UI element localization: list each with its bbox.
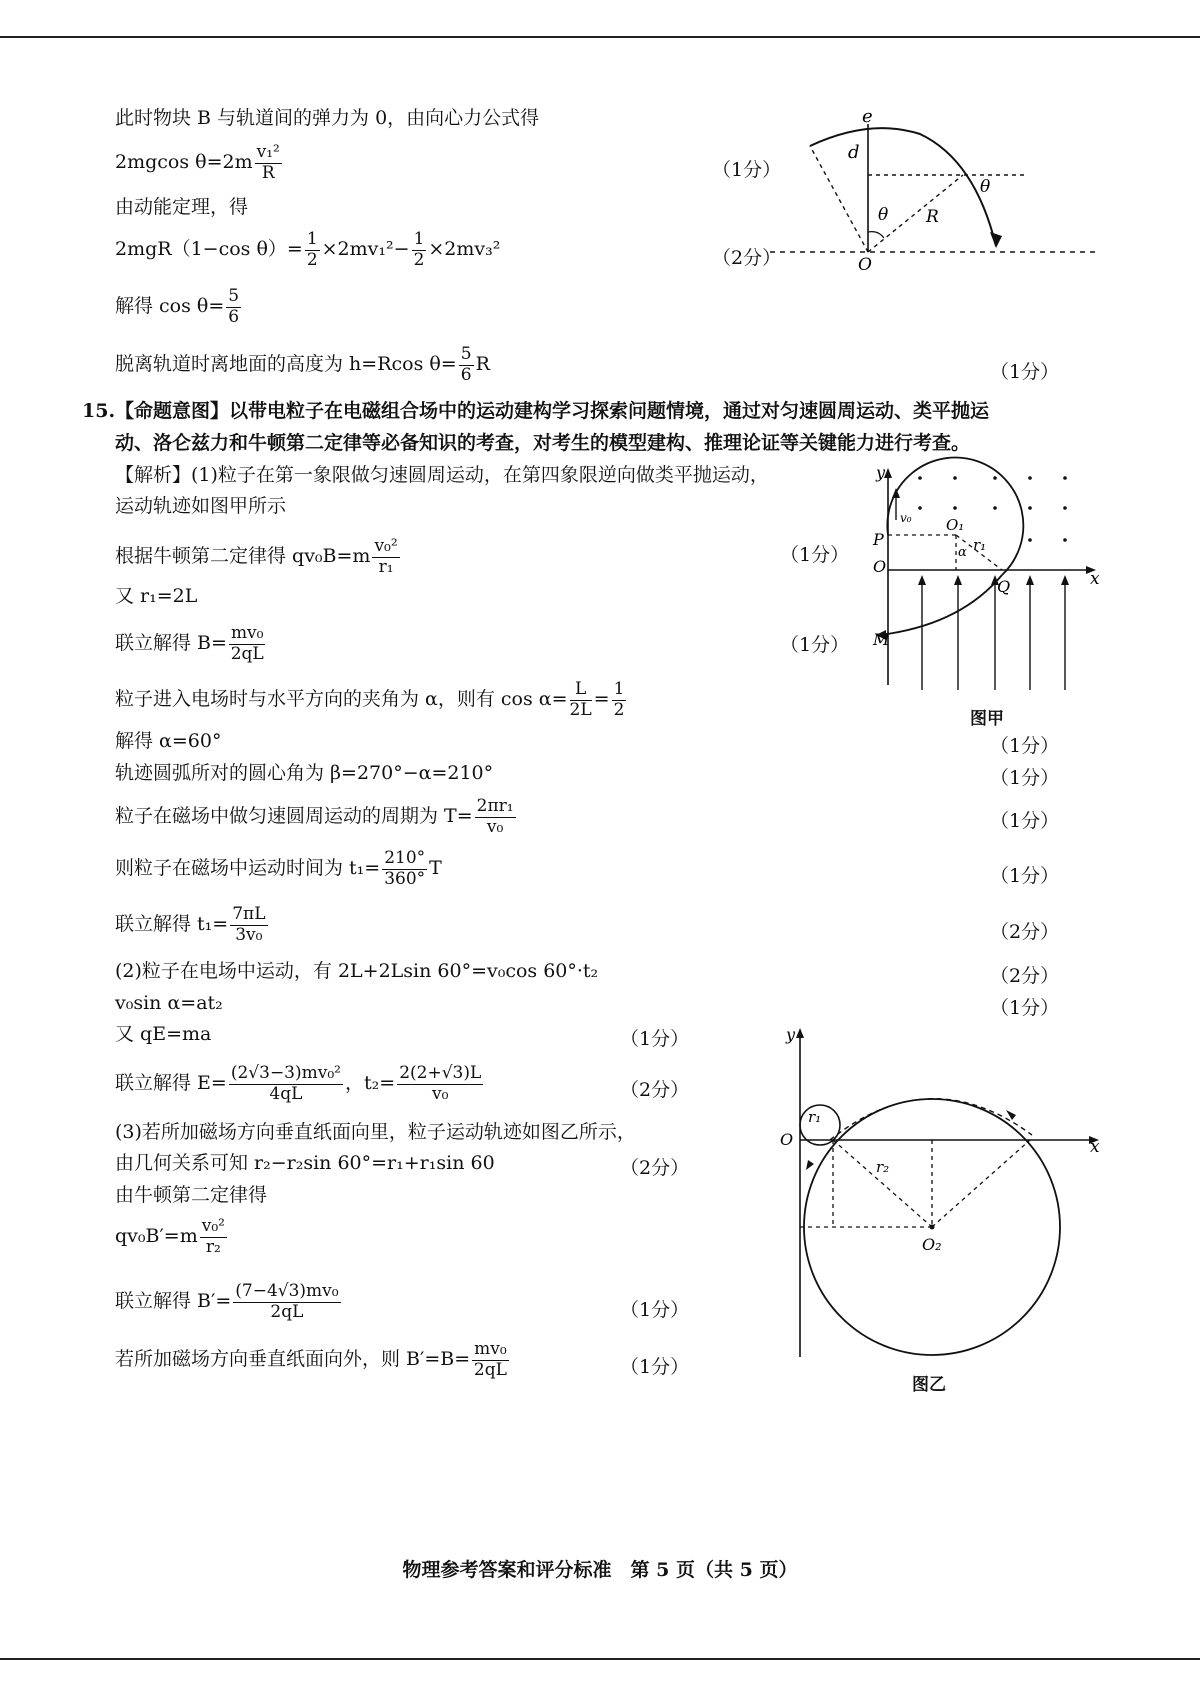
fig14-label-O: O bbox=[858, 255, 872, 275]
q14-line2: 由动能定理，得 bbox=[115, 196, 249, 218]
frac-numerator: mv₀ bbox=[474, 1339, 507, 1359]
q14-eq4-score: （1分） bbox=[990, 361, 1060, 383]
q15-intent-line1: 15.【命题意图】以带电粒子在电磁组合场中的运动建构学习探索问题情境，通过对匀速圆周运动、类平抛运 bbox=[82, 400, 990, 422]
q15-eqE: 解得 α=60° bbox=[115, 730, 222, 752]
page-footer: 物理参考答案和评分标准 第 5 页（共 5 页） bbox=[402, 1559, 798, 1581]
q15-eqE-score: （1分） bbox=[990, 735, 1060, 757]
q15-eqQ-left: 联立解得 B′= bbox=[115, 1290, 232, 1313]
frac-denominator: 2 bbox=[413, 249, 425, 270]
frac-numerator: 5 bbox=[460, 344, 472, 364]
q15-eqF-score: （1分） bbox=[990, 767, 1060, 789]
q15-eqC-score: （1分） bbox=[780, 634, 850, 656]
frac-numerator: 1 bbox=[413, 229, 425, 249]
q15-intent-line2: 动、洛仑兹力和牛顿第二定律等必备知识的考查，对考生的模型建构、推理论证等关键能力进行考查。 bbox=[115, 432, 971, 454]
q14-eq4-left: 脱离轨道时离地面的高度为 h=Rcos θ= bbox=[115, 353, 457, 376]
frac-numerator: v₀² bbox=[374, 536, 398, 556]
q14-eq2-d: ×2mv₁²− bbox=[321, 238, 410, 261]
frac-numerator: 2πr₁ bbox=[476, 796, 514, 816]
q15-eqN-score: （2分） bbox=[620, 1157, 690, 1179]
frac-numerator: 1 bbox=[306, 229, 318, 249]
figA-label-r1: r₁ bbox=[973, 536, 987, 554]
q15-eqL-score: （1分） bbox=[620, 1028, 690, 1050]
frac-numerator: 2(2+√3)L bbox=[399, 1063, 482, 1083]
frac-denominator: 2L bbox=[569, 699, 592, 720]
frac-denominator: 4qL bbox=[269, 1083, 303, 1104]
figA-label-y: y bbox=[876, 463, 886, 482]
q14-eq2-a: 2mgR（1−cos θ）= bbox=[115, 238, 303, 261]
frac-numerator: (7−4√3)mv₀ bbox=[235, 1281, 339, 1301]
q15-eqJ-score: （2分） bbox=[990, 965, 1060, 987]
frac-denominator: 2 bbox=[306, 249, 318, 270]
figB-label-O2: O₂ bbox=[922, 1235, 942, 1254]
q15-eqB: 又 r₁=2L bbox=[115, 585, 198, 607]
figA-label-v0: v₀ bbox=[900, 511, 912, 525]
fig14-label-R: R bbox=[926, 207, 939, 227]
q15-eqK-score: （1分） bbox=[990, 997, 1060, 1019]
frac-numerator: 1 bbox=[613, 679, 625, 699]
frac-numerator: v₁² bbox=[256, 142, 280, 162]
q14-eq2-e: ×2mv₃² bbox=[428, 238, 501, 261]
frac-denominator: 6 bbox=[460, 364, 472, 385]
q14-eq1-left: 2mgcos θ=2m bbox=[115, 151, 253, 174]
q15-eqN2: 由几何关系可知 r₂−r₂sin 60°=r₁+r₁sin 60 bbox=[115, 1152, 495, 1174]
q15-eqH-left: 则粒子在磁场中运动时间为 t₁= bbox=[115, 857, 381, 880]
figA-caption: 图甲 bbox=[970, 709, 1004, 729]
frac-denominator: v₀ bbox=[432, 1083, 449, 1104]
frac-denominator: v₀ bbox=[486, 816, 504, 837]
figA-label-O: O bbox=[873, 557, 887, 576]
q14-eq2-score: （2分） bbox=[712, 247, 782, 269]
figB-caption: 图乙 bbox=[912, 1375, 946, 1395]
q14-eq1-score: （1分） bbox=[712, 159, 782, 181]
figA-label-P: P bbox=[873, 530, 884, 549]
q15-eqK: v₀sin α=at₂ bbox=[115, 992, 223, 1014]
frac-numerator: 210° bbox=[384, 848, 426, 868]
q15-eqG-score: （1分） bbox=[990, 810, 1060, 832]
q15-eqM-score: （2分） bbox=[620, 1079, 690, 1101]
frac-denominator: r₁ bbox=[378, 556, 394, 577]
frac-numerator: 5 bbox=[228, 286, 240, 306]
fig14-label-theta1: θ bbox=[878, 205, 889, 225]
figA-label-M: M bbox=[873, 630, 890, 649]
frac-denominator: r₂ bbox=[205, 1236, 221, 1257]
q15-analysis-line1: 【解析】(1)粒子在第一象限做匀速圆周运动，在第四象限逆向做类平抛运动， bbox=[115, 464, 769, 486]
q15-eqA-left: 根据牛顿第二定律得 qv₀B=m bbox=[115, 545, 371, 568]
figB-label-x: x bbox=[1090, 1137, 1100, 1157]
fig14-label-e: e bbox=[862, 106, 873, 127]
frac-denominator: 2qL bbox=[473, 1359, 507, 1380]
q15-eqQ-score: （1分） bbox=[620, 1299, 690, 1321]
q15-eqC-left: 联立解得 B= bbox=[115, 632, 227, 655]
q15-eqM-left: 联立解得 E= bbox=[115, 1072, 227, 1095]
figA-label-alpha: α bbox=[958, 545, 967, 560]
frac-numerator: mv₀ bbox=[230, 623, 264, 643]
q15-eqR-left: 若所加磁场方向垂直纸面向外，则 B′=B= bbox=[115, 1348, 471, 1371]
q15-eqD-mid: = bbox=[593, 688, 610, 711]
q15-eqD-left: 粒子进入电场时与水平方向的夹角为 α，则有 cos α= bbox=[115, 688, 568, 711]
figA-label-x: x bbox=[1090, 569, 1100, 589]
figB-label-O: O bbox=[780, 1130, 794, 1149]
fig14-label-theta2: θ bbox=[980, 177, 991, 197]
frac-denominator: 6 bbox=[228, 306, 240, 327]
bottom-rule bbox=[0, 1658, 1200, 1660]
frac-denominator: 360° bbox=[384, 868, 426, 889]
frac-denominator: 2qL bbox=[230, 643, 264, 664]
frac-numerator: L bbox=[570, 680, 592, 701]
q15-eqG-left: 粒子在磁场中做匀速圆周运动的周期为 T= bbox=[115, 805, 473, 828]
frac-numerator: 7πL bbox=[232, 904, 266, 924]
q14-eq3-left: 解得 cos θ= bbox=[115, 295, 225, 318]
q15-eqN1: (3)若所加磁场方向垂直纸面向里，粒子运动轨迹如图乙所示， bbox=[115, 1121, 636, 1143]
q15-analysis-line2: 运动轨迹如图甲所示 bbox=[115, 495, 287, 517]
q15-eqI-score: （2分） bbox=[990, 921, 1060, 943]
q15-eqH-right: T bbox=[429, 857, 442, 880]
figB-label-y: y bbox=[786, 1025, 796, 1044]
q15-eqJ: (2)粒子在电场中运动，有 2L+2Lsin 60°=v₀cos 60°·t₂ bbox=[115, 960, 599, 982]
figA-label-Q: Q bbox=[997, 577, 1011, 596]
figA-label-O1: O₁ bbox=[946, 516, 965, 534]
fig14-label-d: d bbox=[848, 142, 860, 163]
q15-eqL: 又 qE=ma bbox=[115, 1023, 212, 1045]
q15-eqO: 由牛顿第二定律得 bbox=[115, 1184, 268, 1206]
q15-eqM-mid: ，t₂= bbox=[345, 1072, 396, 1095]
q14-eq4-right: R bbox=[475, 353, 490, 376]
q15-eqF: 轨迹圆弧所对的圆心角为 β=270°−α=210° bbox=[115, 762, 494, 784]
frac-denominator: 2qL bbox=[270, 1301, 304, 1322]
figB-label-r1: r₁ bbox=[808, 1108, 822, 1126]
q15-eqH-score: （1分） bbox=[990, 865, 1060, 887]
q15-eqP-left: qv₀B′=m bbox=[115, 1225, 198, 1248]
q15-eqA-score: （1分） bbox=[780, 544, 850, 566]
frac-denominator: 2 bbox=[613, 699, 625, 720]
frac-numerator: v₀² bbox=[201, 1216, 225, 1236]
q15-eqR-score: （1分） bbox=[620, 1356, 690, 1378]
figB-label-r2: r₂ bbox=[876, 1158, 890, 1176]
q15-eqI-left: 联立解得 t₁= bbox=[115, 913, 229, 936]
frac-denominator: 3v₀ bbox=[235, 924, 263, 945]
frac-denominator: R bbox=[261, 162, 275, 183]
q14-line1: 此时物块 B 与轨道间的弹力为 0，由向心力公式得 bbox=[115, 107, 540, 129]
frac-numerator: (2√3−3)mv₀² bbox=[230, 1063, 341, 1083]
